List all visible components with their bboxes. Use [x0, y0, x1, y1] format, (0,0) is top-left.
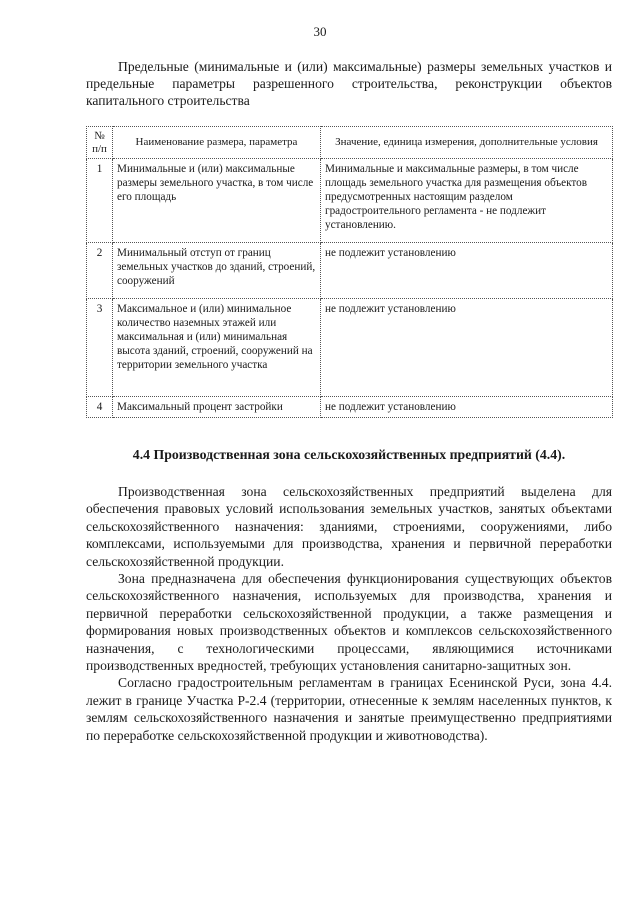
row-name: Максимальное и (или) минимальное количество наземных этажей или максимальная и (или) минимальная высота зданий, строений, сооружений на территории земельного участка — [113, 299, 321, 397]
row-value: не подлежит установлению — [321, 243, 613, 299]
body-text — [86, 483, 612, 744]
row-name: Минимальные и (или) максимальные размеры земельного участка, в том числе его площадь — [113, 159, 321, 243]
header-value: Значение, единица измерения, дополнительные условия — [321, 127, 613, 159]
page-number: 30 — [313, 24, 327, 39]
body-paragraph: Производственная зона сельскохозяйственных предприятий выделена для обеспечения правовых условий использования земельных участков, занятых объектами сельскохозяйственного назначения: зданиями, строениями, сооружениями, либо комплексами, используемыми для производства, хранения и первичной переработки сельскохозяйственной продукции. — [86, 484, 612, 569]
row-value: не подлежит установлению — [321, 299, 613, 397]
section-heading: 4.4 Производственная зона сельскохозяйственных предприятий (4.4). — [132, 447, 566, 462]
table-header-row — [87, 127, 613, 159]
header-num: № п/п — [87, 127, 113, 159]
table-row — [87, 397, 613, 418]
row-num: 4 — [87, 397, 113, 418]
body-paragraph: Согласно градостроительным регламентам в границах Есенинской Руси, зона 4.4. лежит в границе Участка Р-2.4 (территории, отнесенные к землям населенных пунктов, к землям сельскохозяйственного назначения и занятые преимущественно предприятиями по переработке сельскохозяйственной продукции и животноводства). — [86, 675, 612, 743]
body-paragraph: Зона предназначена для обеспечения функционирования существующих объектов сельскохозяйственного назначения, используемых для производства, хранения и первичной переработки сельскохозяйственной продукции, а также размещения и формирования новых производственных объектов и комплексов сельскохозяйственного назначения, с технологическими процессами, являющимися источниками производственных вредностей, требующих установления санитарно-защитных зон. — [86, 571, 612, 674]
intro-paragraph: Предельные (минимальные и (или) максимальные) размеры земельных участков и предельные параметры разрешенного строительства, реконструкции объектов капитального строительства — [86, 59, 612, 108]
parameters-table — [86, 126, 613, 418]
row-name: Максимальный процент застройки — [113, 397, 321, 418]
row-name: Минимальный отступ от границ земельных участков до зданий, строений, сооружений — [113, 243, 321, 299]
table-row — [87, 243, 613, 299]
header-name: Наименование размера, параметра — [113, 127, 321, 159]
row-value: не подлежит установлению — [321, 397, 613, 418]
row-num: 2 — [87, 243, 113, 299]
row-value: Минимальные и максимальные размеры, в том числе площадь земельного участка для размещения объектов предусмотренных настоящим разделом градостроительного регламента - не подлежит установлению. — [321, 159, 613, 243]
table-row — [87, 299, 613, 397]
row-num: 3 — [87, 299, 113, 397]
row-num: 1 — [87, 159, 113, 243]
table-row — [87, 159, 613, 243]
